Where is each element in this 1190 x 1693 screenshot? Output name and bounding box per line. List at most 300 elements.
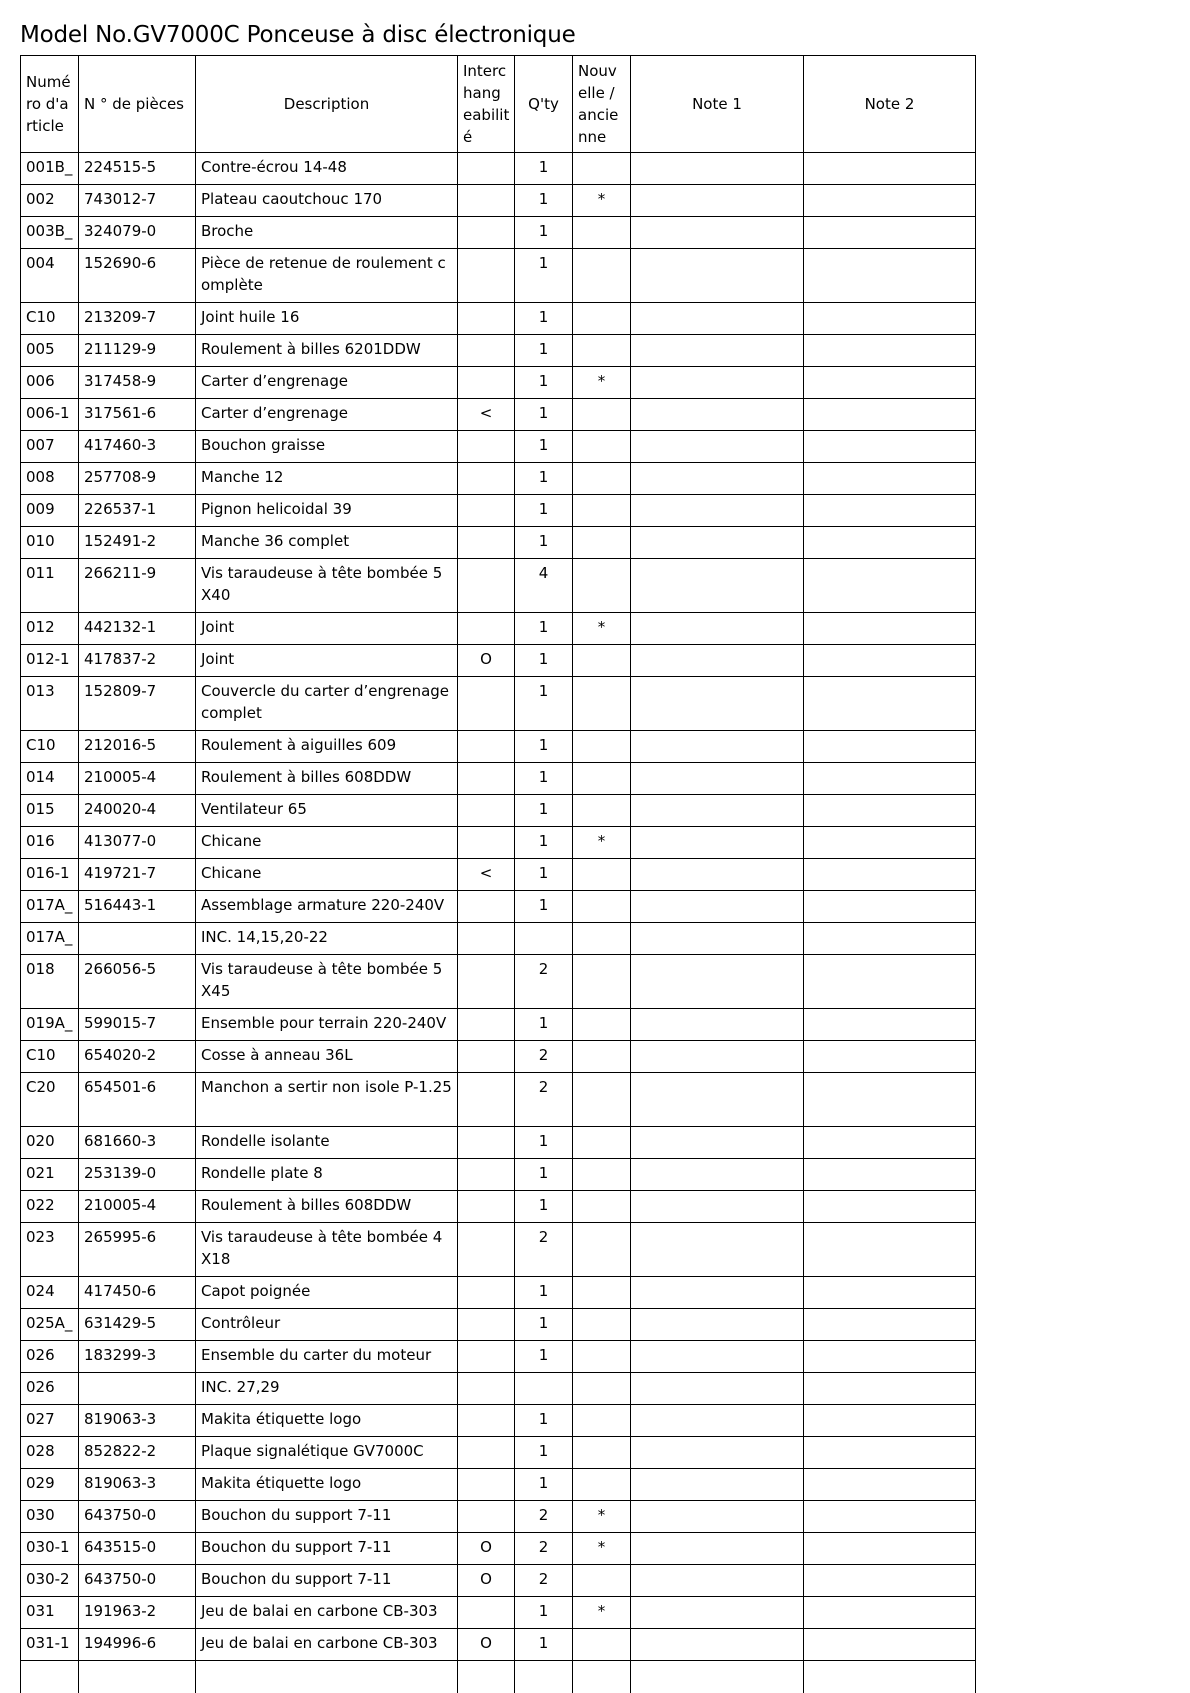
- cell-qty: 1: [515, 677, 573, 731]
- cell-qty: 1: [515, 1277, 573, 1309]
- cell-description: Makita étiquette logo: [196, 1469, 458, 1501]
- cell-note-1: [631, 763, 804, 795]
- cell-note-2: [804, 891, 976, 923]
- cell-note-2: [804, 1073, 976, 1127]
- cell-part-no: 266056-5: [79, 955, 196, 1009]
- cell-qty: 1: [515, 827, 573, 859]
- cell-note-1: [631, 1073, 804, 1127]
- cell-qty: 2: [515, 1223, 573, 1277]
- cell-new-old: [573, 763, 631, 795]
- table-row: [21, 763, 976, 795]
- cell-qty: 1: [515, 1009, 573, 1041]
- cell-item-no: 023: [21, 1223, 79, 1277]
- cell-part-no: 226537-1: [79, 495, 196, 527]
- cell-interchangeability: [458, 1405, 515, 1437]
- cell-interchangeability: O: [458, 1533, 515, 1565]
- cell-note-2: [804, 1501, 976, 1533]
- table-row: [21, 495, 976, 527]
- cell-item-no: 030-2: [21, 1565, 79, 1597]
- cell-description: Rondelle plate 8: [196, 1159, 458, 1191]
- cell-new-old: [573, 1159, 631, 1191]
- cell-item-no: 029: [21, 1469, 79, 1501]
- table-row: [21, 185, 976, 217]
- cell-note-2: [804, 859, 976, 891]
- cell-new-old: [573, 645, 631, 677]
- cell-new-old: [573, 1341, 631, 1373]
- cell-note-2: [804, 1533, 976, 1565]
- cell-item-no: 001B_: [21, 153, 79, 185]
- cell-qty: 2: [515, 955, 573, 1009]
- cell-note-1: [631, 1597, 804, 1629]
- header-description: Description: [196, 56, 458, 153]
- cell-interchangeability: [458, 923, 515, 955]
- cell-interchangeability: [458, 1041, 515, 1073]
- cell-note-1: [631, 1469, 804, 1501]
- cell-description: Vis taraudeuse à tête bombée 4X18: [196, 1223, 458, 1277]
- cell-part-no: 152491-2: [79, 527, 196, 559]
- cell-empty: [458, 1661, 515, 1693]
- cell-item-no: 005: [21, 335, 79, 367]
- cell-item-no: 002: [21, 185, 79, 217]
- cell-part-no: 265995-6: [79, 1223, 196, 1277]
- cell-interchangeability: [458, 1159, 515, 1191]
- cell-new-old: [573, 923, 631, 955]
- table-row: [21, 1009, 976, 1041]
- cell-part-no: 266211-9: [79, 559, 196, 613]
- cell-interchangeability: [458, 1373, 515, 1405]
- cell-part-no: 654020-2: [79, 1041, 196, 1073]
- cell-item-no: 009: [21, 495, 79, 527]
- cell-new-old: *: [573, 185, 631, 217]
- cell-item-no: 030-1: [21, 1533, 79, 1565]
- cell-new-old: [573, 1629, 631, 1661]
- cell-description: Rondelle isolante: [196, 1127, 458, 1159]
- cell-empty: [196, 1661, 458, 1693]
- parts-table-body: [21, 153, 976, 1693]
- cell-item-no: 017A_: [21, 923, 79, 955]
- cell-part-no: 317561-6: [79, 399, 196, 431]
- table-row: [21, 1533, 976, 1565]
- cell-description: Vis taraudeuse à tête bombée 5X45: [196, 955, 458, 1009]
- header-new-old: Nouv elle / ancie nne: [573, 56, 631, 153]
- cell-qty: 4: [515, 559, 573, 613]
- cell-interchangeability: [458, 185, 515, 217]
- cell-qty: 1: [515, 613, 573, 645]
- cell-new-old: [573, 527, 631, 559]
- cell-note-2: [804, 1009, 976, 1041]
- table-row: [21, 1073, 976, 1127]
- cell-part-no: 240020-4: [79, 795, 196, 827]
- cell-qty: 2: [515, 1041, 573, 1073]
- cell-note-2: [804, 153, 976, 185]
- cell-item-no: 024: [21, 1277, 79, 1309]
- cell-description: Roulement à billes 6201DDW: [196, 335, 458, 367]
- cell-item-no: 030: [21, 1501, 79, 1533]
- cell-qty: 2: [515, 1073, 573, 1127]
- cell-qty: 1: [515, 795, 573, 827]
- cell-interchangeability: [458, 249, 515, 303]
- cell-note-1: [631, 185, 804, 217]
- table-row: [21, 1437, 976, 1469]
- cell-description: Roulement à billes 608DDW: [196, 763, 458, 795]
- cell-note-2: [804, 1437, 976, 1469]
- cell-part-no: 191963-2: [79, 1597, 196, 1629]
- cell-note-1: [631, 249, 804, 303]
- cell-new-old: [573, 463, 631, 495]
- cell-note-2: [804, 1191, 976, 1223]
- cell-new-old: [573, 1373, 631, 1405]
- cell-note-1: [631, 1159, 804, 1191]
- cell-part-no: 681660-3: [79, 1127, 196, 1159]
- cell-note-1: [631, 1405, 804, 1437]
- table-row-continuation: [21, 1661, 976, 1693]
- cell-note-1: [631, 859, 804, 891]
- cell-qty: 2: [515, 1565, 573, 1597]
- cell-interchangeability: [458, 527, 515, 559]
- cell-empty: [79, 1661, 196, 1693]
- cell-qty: 1: [515, 217, 573, 249]
- cell-description: Contre-écrou 14-48: [196, 153, 458, 185]
- cell-interchangeability: <: [458, 399, 515, 431]
- table-row: [21, 645, 976, 677]
- cell-item-no: 021: [21, 1159, 79, 1191]
- cell-note-1: [631, 1009, 804, 1041]
- cell-new-old: [573, 1565, 631, 1597]
- table-row: [21, 153, 976, 185]
- cell-qty: 1: [515, 303, 573, 335]
- cell-note-1: [631, 559, 804, 613]
- cell-part-no: [79, 1373, 196, 1405]
- cell-note-2: [804, 1373, 976, 1405]
- table-row: [21, 1597, 976, 1629]
- cell-new-old: [573, 731, 631, 763]
- table-row: [21, 891, 976, 923]
- cell-item-no: 022: [21, 1191, 79, 1223]
- cell-interchangeability: [458, 763, 515, 795]
- cell-note-2: [804, 1341, 976, 1373]
- table-row: [21, 527, 976, 559]
- cell-description: Cosse à anneau 36L: [196, 1041, 458, 1073]
- cell-qty: 1: [515, 249, 573, 303]
- cell-new-old: *: [573, 367, 631, 399]
- cell-part-no: 213209-7: [79, 303, 196, 335]
- cell-description: INC. 27,29: [196, 1373, 458, 1405]
- cell-description: Bouchon du support 7-11: [196, 1533, 458, 1565]
- table-row: [21, 217, 976, 249]
- cell-description: Carter d’engrenage: [196, 367, 458, 399]
- cell-note-2: [804, 1309, 976, 1341]
- cell-qty: 1: [515, 645, 573, 677]
- cell-part-no: 654501-6: [79, 1073, 196, 1127]
- cell-new-old: *: [573, 613, 631, 645]
- cell-note-1: [631, 1501, 804, 1533]
- cell-note-2: [804, 1565, 976, 1597]
- cell-description: Bouchon du support 7-11: [196, 1501, 458, 1533]
- cell-item-no: 011: [21, 559, 79, 613]
- table-row: [21, 1127, 976, 1159]
- cell-part-no: 643750-0: [79, 1565, 196, 1597]
- cell-note-1: [631, 495, 804, 527]
- cell-note-1: [631, 399, 804, 431]
- table-row: [21, 1223, 976, 1277]
- cell-new-old: [573, 431, 631, 463]
- cell-qty: 1: [515, 1629, 573, 1661]
- cell-part-no: 631429-5: [79, 1309, 196, 1341]
- cell-interchangeability: [458, 1341, 515, 1373]
- cell-new-old: [573, 1191, 631, 1223]
- cell-qty: 1: [515, 731, 573, 763]
- cell-interchangeability: [458, 495, 515, 527]
- cell-new-old: [573, 1009, 631, 1041]
- cell-note-1: [631, 1533, 804, 1565]
- cell-empty: [515, 1661, 573, 1693]
- cell-note-2: [804, 1159, 976, 1191]
- cell-qty: 2: [515, 1501, 573, 1533]
- cell-note-2: [804, 527, 976, 559]
- cell-note-2: [804, 367, 976, 399]
- cell-item-no: 028: [21, 1437, 79, 1469]
- cell-part-no: 194996-6: [79, 1629, 196, 1661]
- cell-description: Capot poignée: [196, 1277, 458, 1309]
- cell-interchangeability: [458, 1009, 515, 1041]
- cell-interchangeability: [458, 1223, 515, 1277]
- cell-part-no: 211129-9: [79, 335, 196, 367]
- cell-note-2: [804, 399, 976, 431]
- cell-note-2: [804, 763, 976, 795]
- cell-item-no: C10: [21, 731, 79, 763]
- cell-new-old: [573, 1437, 631, 1469]
- table-row: [21, 1309, 976, 1341]
- cell-note-2: [804, 217, 976, 249]
- cell-description: Manchon a sertir non isole P-1.25: [196, 1073, 458, 1127]
- cell-description: Manche 12: [196, 463, 458, 495]
- cell-note-1: [631, 955, 804, 1009]
- cell-item-no: 015: [21, 795, 79, 827]
- cell-description: Ensemble du carter du moteur: [196, 1341, 458, 1373]
- cell-new-old: *: [573, 1501, 631, 1533]
- table-row: [21, 1565, 976, 1597]
- cell-item-no: 006: [21, 367, 79, 399]
- cell-qty: 1: [515, 1405, 573, 1437]
- table-header-row: [21, 56, 976, 153]
- cell-new-old: [573, 1469, 631, 1501]
- cell-item-no: 019A_: [21, 1009, 79, 1041]
- cell-interchangeability: [458, 303, 515, 335]
- cell-interchangeability: [458, 153, 515, 185]
- cell-interchangeability: [458, 367, 515, 399]
- header-qty: Q'ty: [515, 56, 573, 153]
- cell-new-old: *: [573, 827, 631, 859]
- cell-part-no: 210005-4: [79, 1191, 196, 1223]
- cell-part-no: 417460-3: [79, 431, 196, 463]
- cell-interchangeability: [458, 1597, 515, 1629]
- cell-item-no: 031: [21, 1597, 79, 1629]
- table-row: [21, 559, 976, 613]
- cell-note-2: [804, 731, 976, 763]
- cell-interchangeability: O: [458, 1629, 515, 1661]
- cell-part-no: [79, 923, 196, 955]
- table-row: [21, 431, 976, 463]
- cell-note-1: [631, 1277, 804, 1309]
- cell-new-old: *: [573, 1533, 631, 1565]
- cell-part-no: 417450-6: [79, 1277, 196, 1309]
- cell-note-1: [631, 923, 804, 955]
- cell-interchangeability: [458, 731, 515, 763]
- cell-description: Chicane: [196, 827, 458, 859]
- cell-note-1: [631, 367, 804, 399]
- cell-note-1: [631, 1373, 804, 1405]
- cell-part-no: 852822-2: [79, 1437, 196, 1469]
- cell-empty: [631, 1661, 804, 1693]
- cell-item-no: 010: [21, 527, 79, 559]
- cell-note-2: [804, 1405, 976, 1437]
- cell-new-old: [573, 955, 631, 1009]
- cell-qty: 1: [515, 1437, 573, 1469]
- cell-note-2: [804, 955, 976, 1009]
- table-row: [21, 249, 976, 303]
- cell-note-1: [631, 613, 804, 645]
- cell-part-no: 599015-7: [79, 1009, 196, 1041]
- cell-new-old: [573, 795, 631, 827]
- cell-qty: 2: [515, 1533, 573, 1565]
- cell-note-1: [631, 431, 804, 463]
- table-row: [21, 1469, 976, 1501]
- cell-note-1: [631, 1629, 804, 1661]
- cell-qty: 1: [515, 1191, 573, 1223]
- cell-interchangeability: [458, 1501, 515, 1533]
- cell-new-old: [573, 399, 631, 431]
- cell-part-no: 183299-3: [79, 1341, 196, 1373]
- cell-description: Contrôleur: [196, 1309, 458, 1341]
- cell-qty: 1: [515, 463, 573, 495]
- cell-new-old: [573, 1073, 631, 1127]
- cell-item-no: 007: [21, 431, 79, 463]
- table-row: [21, 795, 976, 827]
- cell-note-1: [631, 303, 804, 335]
- table-row: [21, 1405, 976, 1437]
- cell-new-old: [573, 859, 631, 891]
- cell-note-2: [804, 303, 976, 335]
- cell-description: Chicane: [196, 859, 458, 891]
- cell-interchangeability: <: [458, 859, 515, 891]
- table-row: [21, 1191, 976, 1223]
- cell-qty: 1: [515, 153, 573, 185]
- cell-qty: 1: [515, 399, 573, 431]
- table-row: [21, 1159, 976, 1191]
- table-row: [21, 1041, 976, 1073]
- cell-part-no: 317458-9: [79, 367, 196, 399]
- cell-note-2: [804, 431, 976, 463]
- parts-table: [20, 55, 976, 1693]
- cell-part-no: 417837-2: [79, 645, 196, 677]
- cell-new-old: [573, 1223, 631, 1277]
- cell-qty: 1: [515, 1309, 573, 1341]
- cell-new-old: [573, 303, 631, 335]
- table-row: [21, 677, 976, 731]
- cell-note-1: [631, 217, 804, 249]
- cell-qty: 1: [515, 1597, 573, 1629]
- cell-item-no: 012: [21, 613, 79, 645]
- cell-item-no: 018: [21, 955, 79, 1009]
- cell-note-2: [804, 1223, 976, 1277]
- table-row: [21, 1629, 976, 1661]
- table-row: [21, 1501, 976, 1533]
- cell-note-1: [631, 1565, 804, 1597]
- cell-part-no: 324079-0: [79, 217, 196, 249]
- cell-part-no: 419721-7: [79, 859, 196, 891]
- cell-new-old: [573, 1277, 631, 1309]
- cell-description: Jeu de balai en carbone CB-303: [196, 1597, 458, 1629]
- cell-interchangeability: [458, 1469, 515, 1501]
- cell-note-2: [804, 335, 976, 367]
- table-row: [21, 827, 976, 859]
- cell-qty: 1: [515, 1159, 573, 1191]
- cell-part-no: 257708-9: [79, 463, 196, 495]
- cell-qty: 1: [515, 1341, 573, 1373]
- cell-new-old: [573, 1041, 631, 1073]
- cell-note-2: [804, 559, 976, 613]
- table-row: [21, 923, 976, 955]
- cell-description: INC. 14,15,20-22: [196, 923, 458, 955]
- cell-note-1: [631, 731, 804, 763]
- cell-new-old: [573, 217, 631, 249]
- cell-description: Vis taraudeuse à tête bombée 5X40: [196, 559, 458, 613]
- cell-note-2: [804, 495, 976, 527]
- cell-note-2: [804, 613, 976, 645]
- cell-note-2: [804, 185, 976, 217]
- cell-item-no: 017A_: [21, 891, 79, 923]
- cell-description: Assemblage armature 220-240V: [196, 891, 458, 923]
- cell-item-no: C20: [21, 1073, 79, 1127]
- cell-item-no: 027: [21, 1405, 79, 1437]
- cell-description: Bouchon du support 7-11: [196, 1565, 458, 1597]
- cell-interchangeability: [458, 1073, 515, 1127]
- cell-item-no: 008: [21, 463, 79, 495]
- cell-interchangeability: [458, 1191, 515, 1223]
- cell-new-old: [573, 1309, 631, 1341]
- cell-description: Pièce de retenue de roulement complète: [196, 249, 458, 303]
- cell-interchangeability: [458, 335, 515, 367]
- table-row: [21, 613, 976, 645]
- cell-qty: [515, 1373, 573, 1405]
- cell-note-2: [804, 463, 976, 495]
- cell-description: Pignon helicoidal 39: [196, 495, 458, 527]
- table-row: [21, 399, 976, 431]
- table-row: [21, 731, 976, 763]
- cell-description: Broche: [196, 217, 458, 249]
- cell-note-1: [631, 645, 804, 677]
- cell-description: Plateau caoutchouc 170: [196, 185, 458, 217]
- cell-interchangeability: [458, 613, 515, 645]
- cell-description: Bouchon graisse: [196, 431, 458, 463]
- cell-description: Plaque signalétique GV7000C: [196, 1437, 458, 1469]
- cell-interchangeability: [458, 1127, 515, 1159]
- table-row: [21, 1341, 976, 1373]
- cell-item-no: C10: [21, 1041, 79, 1073]
- cell-note-1: [631, 795, 804, 827]
- cell-description: Makita étiquette logo: [196, 1405, 458, 1437]
- cell-item-no: 016: [21, 827, 79, 859]
- cell-new-old: [573, 1405, 631, 1437]
- cell-part-no: 819063-3: [79, 1405, 196, 1437]
- cell-note-2: [804, 1597, 976, 1629]
- cell-qty: 1: [515, 527, 573, 559]
- cell-note-1: [631, 153, 804, 185]
- cell-note-2: [804, 249, 976, 303]
- cell-new-old: [573, 249, 631, 303]
- cell-description: Roulement à aiguilles 609: [196, 731, 458, 763]
- cell-item-no: 026: [21, 1341, 79, 1373]
